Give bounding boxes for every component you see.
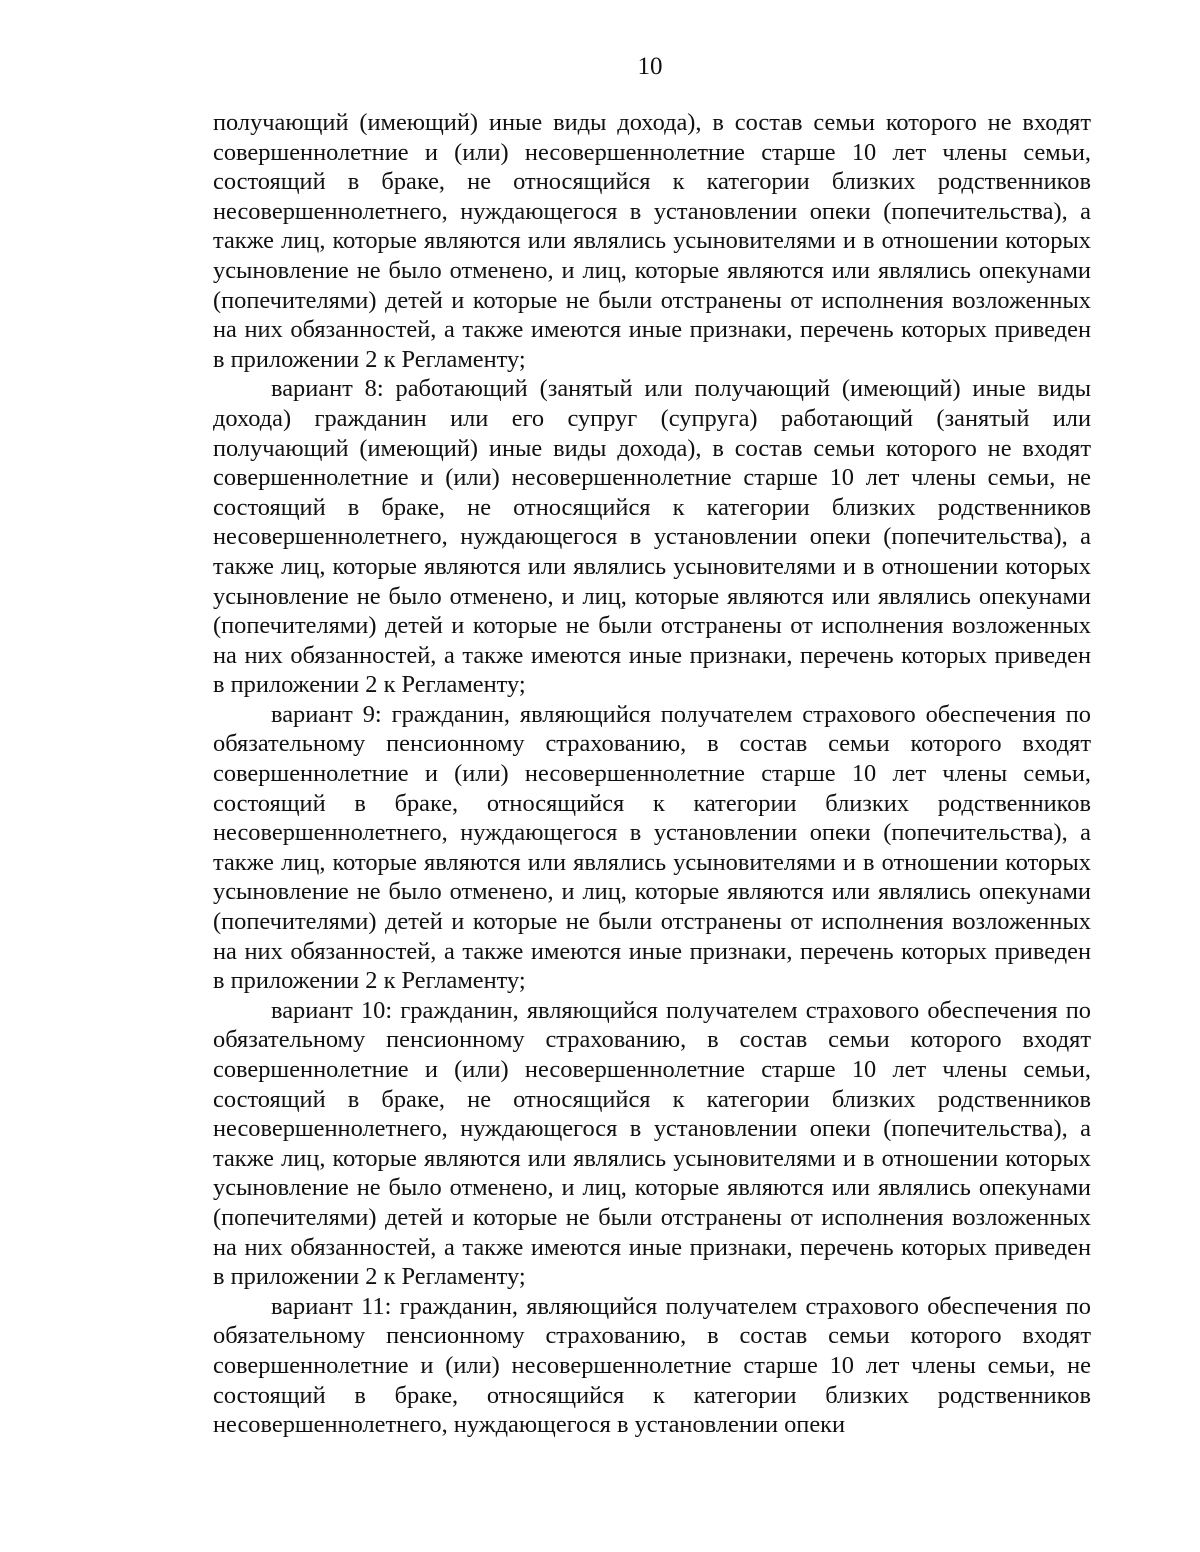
document-body [213, 108, 1091, 1440]
paragraph-variant-9: вариант 9: гражданин, являющийся получателем страхового обеспечения по обязательному пенсионному страхованию, в состав семьи которого входят совершеннолетние и (или) несовершеннолетние старше 10 лет члены семьи, состоящий в браке, относящийся к категории близких родственников несовершеннолетнего, нуждающегося в установлении опеки (попечительства), а также лиц, которые являются или являлись усыновителями и в отношении которых усыновление не было отменено, и лиц, которые являются или являлись опекунами (попечителями) детей и которые не были отстранены от исполнения возложенных на них обязанностей, а также имеются иные признаки, перечень которых приведен в приложении 2 к Регламенту; [213, 700, 1091, 995]
paragraph-variant-11: вариант 11: гражданин, являющийся получателем страхового обеспечения по обязательному пенсионному страхованию, в состав семьи которого входят совершеннолетние и (или) несовершеннолетние старше 10 лет члены семьи, не состоящий в браке, относящийся к категории близких родственников несовершеннолетнего, нуждающегося в установлении опеки [213, 1292, 1091, 1439]
paragraph-continuation-variant-7: получающий (имеющий) иные виды дохода), в состав семьи которого не входят совершеннолетние и (или) несовершеннолетние старше 10 лет члены семьи, состоящий в браке, не относящийся к категории близких родственников несовершеннолетнего, нуждающегося в установлении опеки (попечительства), а также лиц, которые являются или являлись усыновителями и в отношении которых усыновление не было отменено, и лиц, которые являются или являлись опекунами (попечителями) детей и которые не были отстранены от исполнения возложенных на них обязанностей, а также имеются иные признаки, перечень которых приведен в приложении 2 к Регламенту; [213, 109, 1091, 373]
paragraph-variant-10: вариант 10: гражданин, являющийся получателем страхового обеспечения по обязательному пенсионному страхованию, в состав семьи которого входят совершеннолетние и (или) несовершеннолетние старше 10 лет члены семьи, состоящий в браке, не относящийся к категории близких родственников несовершеннолетнего, нуждающегося в установлении опеки (попечительства), а также лиц, которые являются или являлись усыновителями и в отношении которых усыновление не было отменено, и лиц, которые являются или являлись опекунами (попечителями) детей и которые не были отстранены от исполнения возложенных на них обязанностей, а также имеются иные признаки, перечень которых приведен в приложении 2 к Регламенту; [213, 996, 1091, 1291]
paragraph-variant-8: вариант 8: работающий (занятый или получающий (имеющий) иные виды дохода) гражданин или его супруг (супруга) работающий (занятый или получающий (имеющий) иные виды дохода), в состав семьи которого не входят совершеннолетние и (или) несовершеннолетние старше 10 лет члены семьи, не состоящий в браке, не относящийся к категории близких родственников несовершеннолетнего, нуждающегося в установлении опеки (попечительства), а также лиц, которые являются или являлись усыновителями и в отношении которых усыновление не было отменено, и лиц, которые являются или являлись опекунами (попечителями) детей и которые не были отстранены от исполнения возложенных на них обязанностей, а также имеются иные признаки, перечень которых приведен в приложении 2 к Регламенту; [213, 375, 1091, 699]
page-number: 10 [637, 53, 663, 80]
